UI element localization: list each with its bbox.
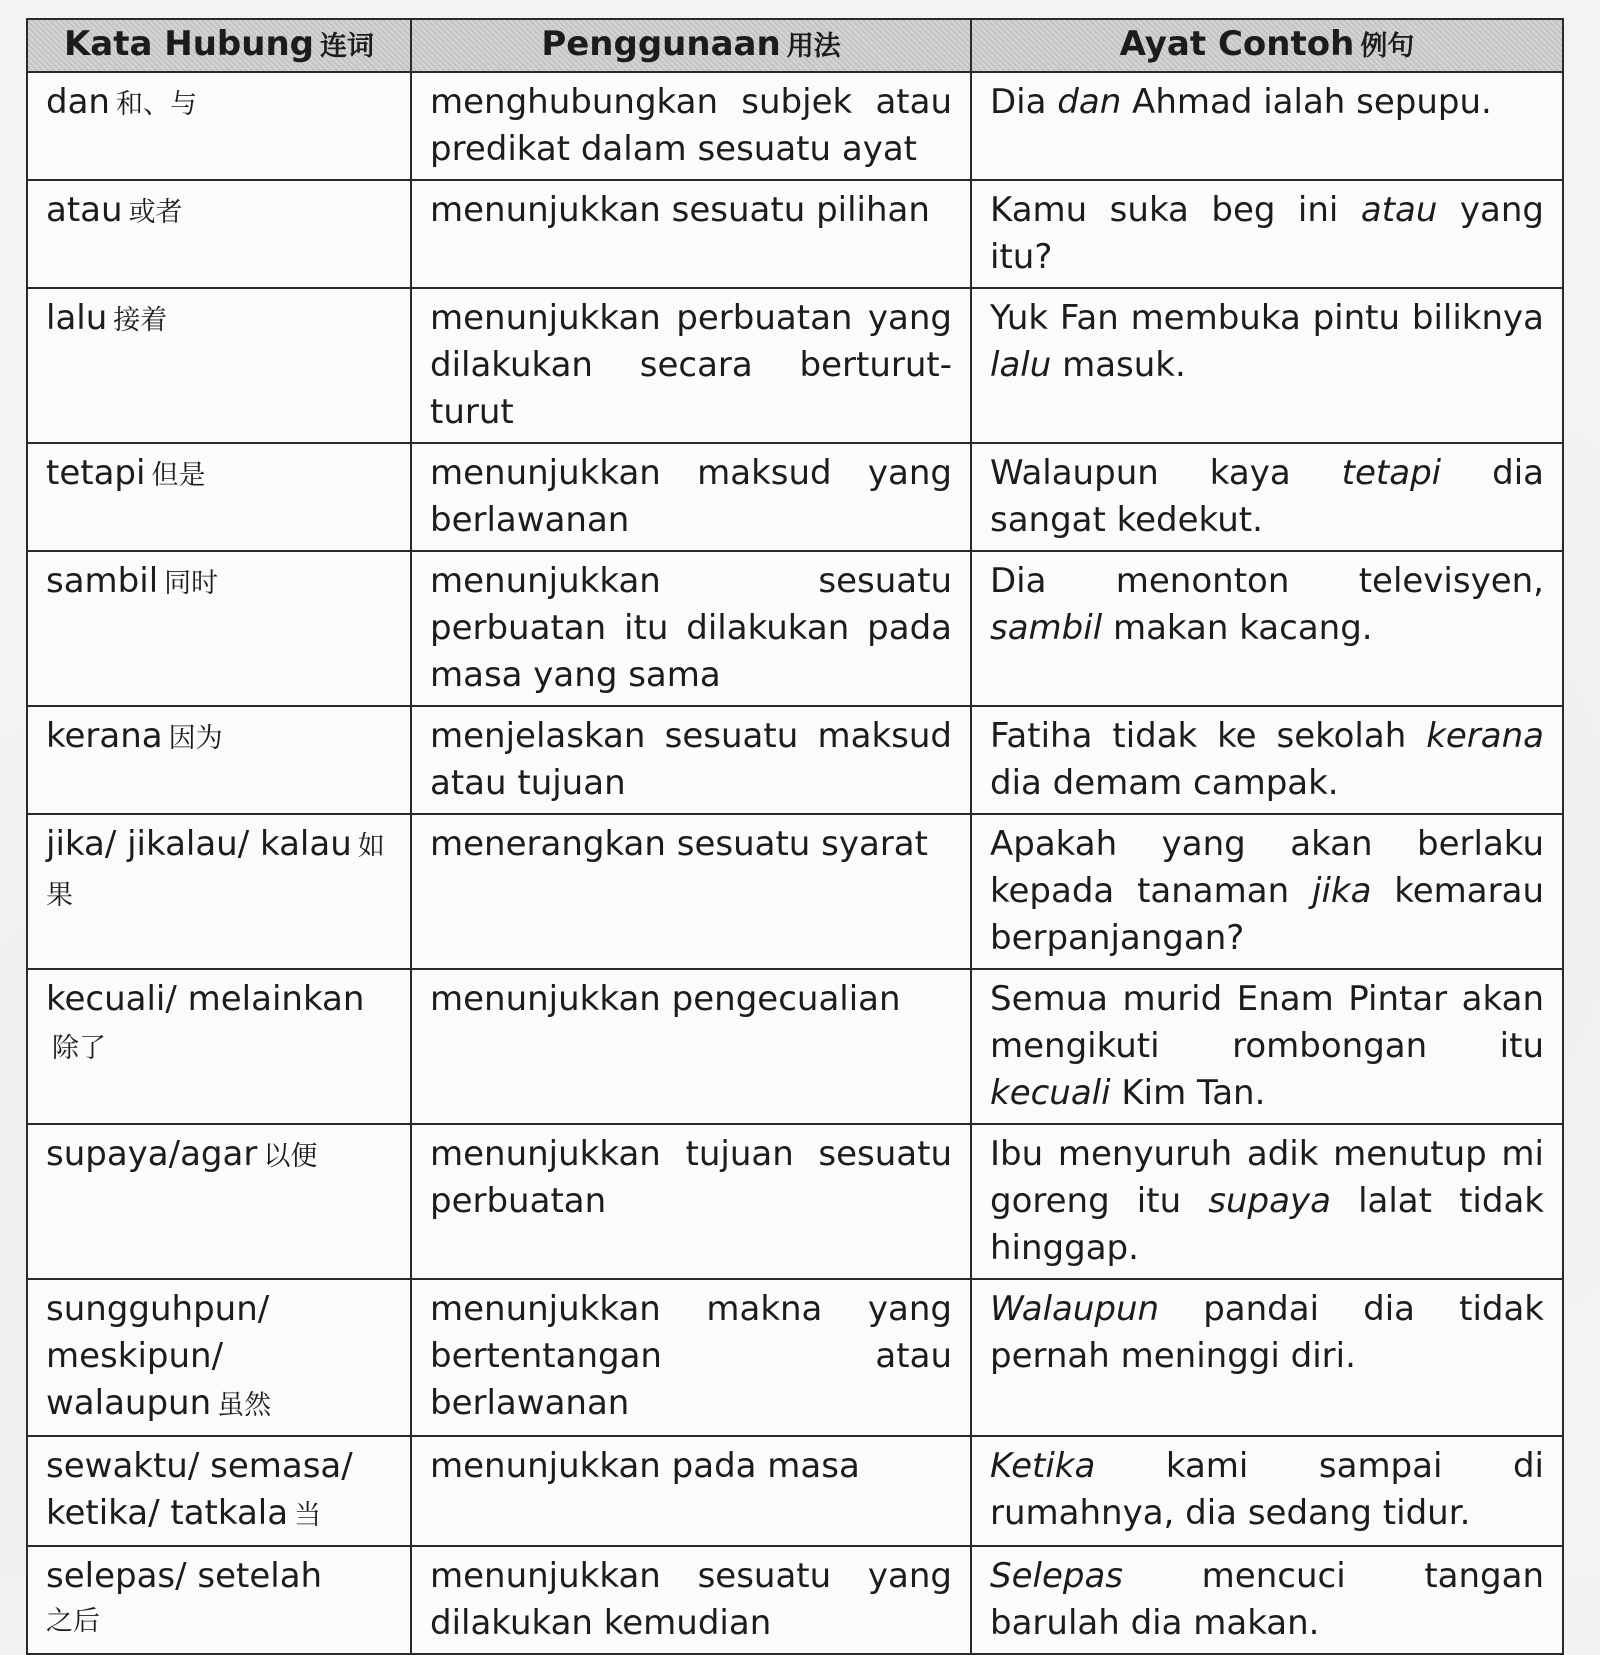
conjunction-zh: 之后 xyxy=(46,1606,100,1637)
example-text: makan kacang. xyxy=(1102,608,1373,648)
header-label: Penggunaan xyxy=(541,24,781,64)
word-cell xyxy=(27,1124,411,1279)
example-cell xyxy=(971,180,1563,288)
conjunction-word: sewaktu/ semasa/ ketika/ tatkala xyxy=(46,1446,353,1533)
example-keyword: sambil xyxy=(990,608,1103,648)
example-text: Ibu menyuruh adik menutup mi goreng itu xyxy=(990,1134,1544,1221)
conjunction-word: sambil xyxy=(46,561,159,601)
example-cell xyxy=(971,814,1563,969)
usage-cell: menunjukkan pada masa xyxy=(411,1436,971,1546)
header-kata-hubung xyxy=(27,19,411,72)
usage-cell: menghubungkan subjek atau predikat dalam sesuatu ayat xyxy=(411,72,971,180)
table-row xyxy=(27,969,1563,1124)
conjunction-word: atau xyxy=(46,190,123,230)
conjunction-word: sungguhpun/ meskipun/ walaupun xyxy=(46,1289,270,1423)
table-row xyxy=(27,72,1563,180)
example-cell xyxy=(971,443,1563,551)
table-row xyxy=(27,1546,1563,1654)
example-text: Kim Tan. xyxy=(1110,1073,1266,1113)
example-text: Fatiha tidak ke sekolah xyxy=(990,716,1427,756)
table-row xyxy=(27,814,1563,969)
example-keyword: kecuali xyxy=(990,1073,1111,1113)
table-row xyxy=(27,551,1563,706)
header-zh: 连词 xyxy=(320,31,375,62)
example-text: Semua murid Enam Pintar akan mengikuti rombongan itu xyxy=(990,979,1544,1066)
example-keyword: lalu xyxy=(990,345,1052,385)
example-text: dia demam campak. xyxy=(990,763,1339,803)
conjunction-word: kerana xyxy=(46,716,163,756)
example-cell xyxy=(971,288,1563,443)
example-cell xyxy=(971,72,1563,180)
word-cell xyxy=(27,72,411,180)
table-row xyxy=(27,180,1563,288)
example-text: kemarau berpanjangan? xyxy=(990,871,1544,958)
example-cell xyxy=(971,1279,1563,1436)
example-keyword: jika xyxy=(1312,871,1372,911)
conjunction-zh: 接着 xyxy=(113,305,168,336)
example-text: pandai dia tidak pernah meninggi diri. xyxy=(990,1289,1544,1376)
table-row xyxy=(27,706,1563,814)
usage-cell: menunjukkan pengecualian xyxy=(411,969,971,1124)
conjunction-table xyxy=(26,18,1564,1655)
usage-cell: menerangkan sesuatu syarat xyxy=(411,814,971,969)
example-cell xyxy=(971,969,1563,1124)
usage-cell: menunjukkan sesuatu perbuatan itu dilakukan pada masa yang sama xyxy=(411,551,971,706)
example-text: kami sampai di rumahnya, dia sedang tidur. xyxy=(990,1446,1544,1533)
conjunction-word: tetapi xyxy=(46,453,146,493)
example-keyword: atau xyxy=(1360,190,1438,230)
example-text: Kamu suka beg ini xyxy=(990,190,1361,230)
example-cell xyxy=(971,551,1563,706)
header-row xyxy=(27,19,1563,72)
conjunction-word: dan xyxy=(46,82,110,122)
table-row xyxy=(27,1279,1563,1436)
conjunction-word: supaya/agar xyxy=(46,1134,258,1174)
header-zh: 用法 xyxy=(786,31,841,62)
example-keyword: tetapi xyxy=(1341,453,1442,493)
conjunction-zh: 和、与 xyxy=(115,89,197,120)
usage-cell: menunjukkan maksud yang berlawanan xyxy=(411,443,971,551)
word-cell xyxy=(27,180,411,288)
example-keyword: Ketika xyxy=(990,1446,1096,1486)
header-penggunaan xyxy=(411,19,971,72)
table-row xyxy=(27,1436,1563,1546)
conjunction-word: selepas/ setelah xyxy=(46,1556,323,1596)
example-text: Ahmad ialah sepupu. xyxy=(1121,82,1492,122)
word-cell xyxy=(27,969,411,1124)
header-ayat-contoh xyxy=(971,19,1563,72)
example-keyword: kerana xyxy=(1426,716,1544,756)
example-text: lalat tidak hinggap. xyxy=(990,1181,1544,1268)
usage-cell: menunjukkan perbuatan yang dilakukan secara berturut-turut xyxy=(411,288,971,443)
example-text: Dia xyxy=(990,82,1058,122)
word-cell xyxy=(27,288,411,443)
header-label: Kata Hubung xyxy=(63,24,315,64)
table-row xyxy=(27,288,1563,443)
usage-cell: menunjukkan tujuan sesuatu perbuatan xyxy=(411,1124,971,1279)
conjunction-word: lalu xyxy=(46,298,108,338)
word-cell xyxy=(27,814,411,969)
usage-cell: menunjukkan sesuatu pilihan xyxy=(411,180,971,288)
word-cell xyxy=(27,443,411,551)
example-keyword: Selepas xyxy=(990,1556,1123,1596)
example-cell xyxy=(971,706,1563,814)
example-text: dia sangat kedekut. xyxy=(990,453,1544,540)
conjunction-zh: 同时 xyxy=(164,568,219,599)
word-cell xyxy=(27,706,411,814)
table-header xyxy=(27,19,1563,72)
example-cell xyxy=(971,1436,1563,1546)
table-row xyxy=(27,1124,1563,1279)
example-text: Walaupun kaya xyxy=(990,453,1342,493)
usage-cell: menjelaskan sesuatu maksud atau tujuan xyxy=(411,706,971,814)
conjunction-zh: 虽然 xyxy=(217,1390,272,1421)
word-cell xyxy=(27,1546,411,1654)
example-cell xyxy=(971,1546,1563,1654)
conjunction-zh: 因为 xyxy=(168,723,223,754)
usage-cell: menunjukkan sesuatu yang dilakukan kemudian xyxy=(411,1546,971,1654)
example-text: Yuk Fan membuka pintu biliknya xyxy=(990,298,1544,338)
example-text: Dia menonton televisyen, xyxy=(990,561,1544,601)
conjunction-zh: 如果 xyxy=(46,831,385,911)
example-text: yang itu? xyxy=(990,190,1544,277)
example-cell xyxy=(971,1124,1563,1279)
conjunction-zh: 当 xyxy=(294,1500,322,1531)
header-label: Ayat Contoh xyxy=(1119,24,1355,64)
table-body xyxy=(27,72,1563,1654)
word-cell xyxy=(27,1436,411,1546)
usage-cell: menunjukkan makna yang bertentangan atau berlawanan xyxy=(411,1279,971,1436)
conjunction-zh: 以便 xyxy=(263,1141,318,1172)
conjunction-word: kecuali/ melainkan xyxy=(46,979,365,1019)
conjunction-zh: 但是 xyxy=(151,460,206,491)
word-cell xyxy=(27,551,411,706)
word-cell xyxy=(27,1279,411,1436)
example-keyword: Walaupun xyxy=(990,1289,1160,1329)
conjunction-word: jika/ jikalau/ kalau xyxy=(46,824,352,864)
example-text: Apakah yang akan berlaku kepada tanaman xyxy=(990,824,1544,911)
header-zh: 例句 xyxy=(1360,31,1415,62)
example-keyword: supaya xyxy=(1208,1181,1331,1221)
table-row xyxy=(27,443,1563,551)
conjunction-zh: 除了 xyxy=(52,1033,106,1064)
example-text: mencuci tangan barulah dia makan. xyxy=(990,1556,1544,1643)
example-text: masuk. xyxy=(1051,345,1186,385)
conjunction-zh: 或者 xyxy=(128,197,183,228)
example-keyword: dan xyxy=(1057,82,1122,122)
